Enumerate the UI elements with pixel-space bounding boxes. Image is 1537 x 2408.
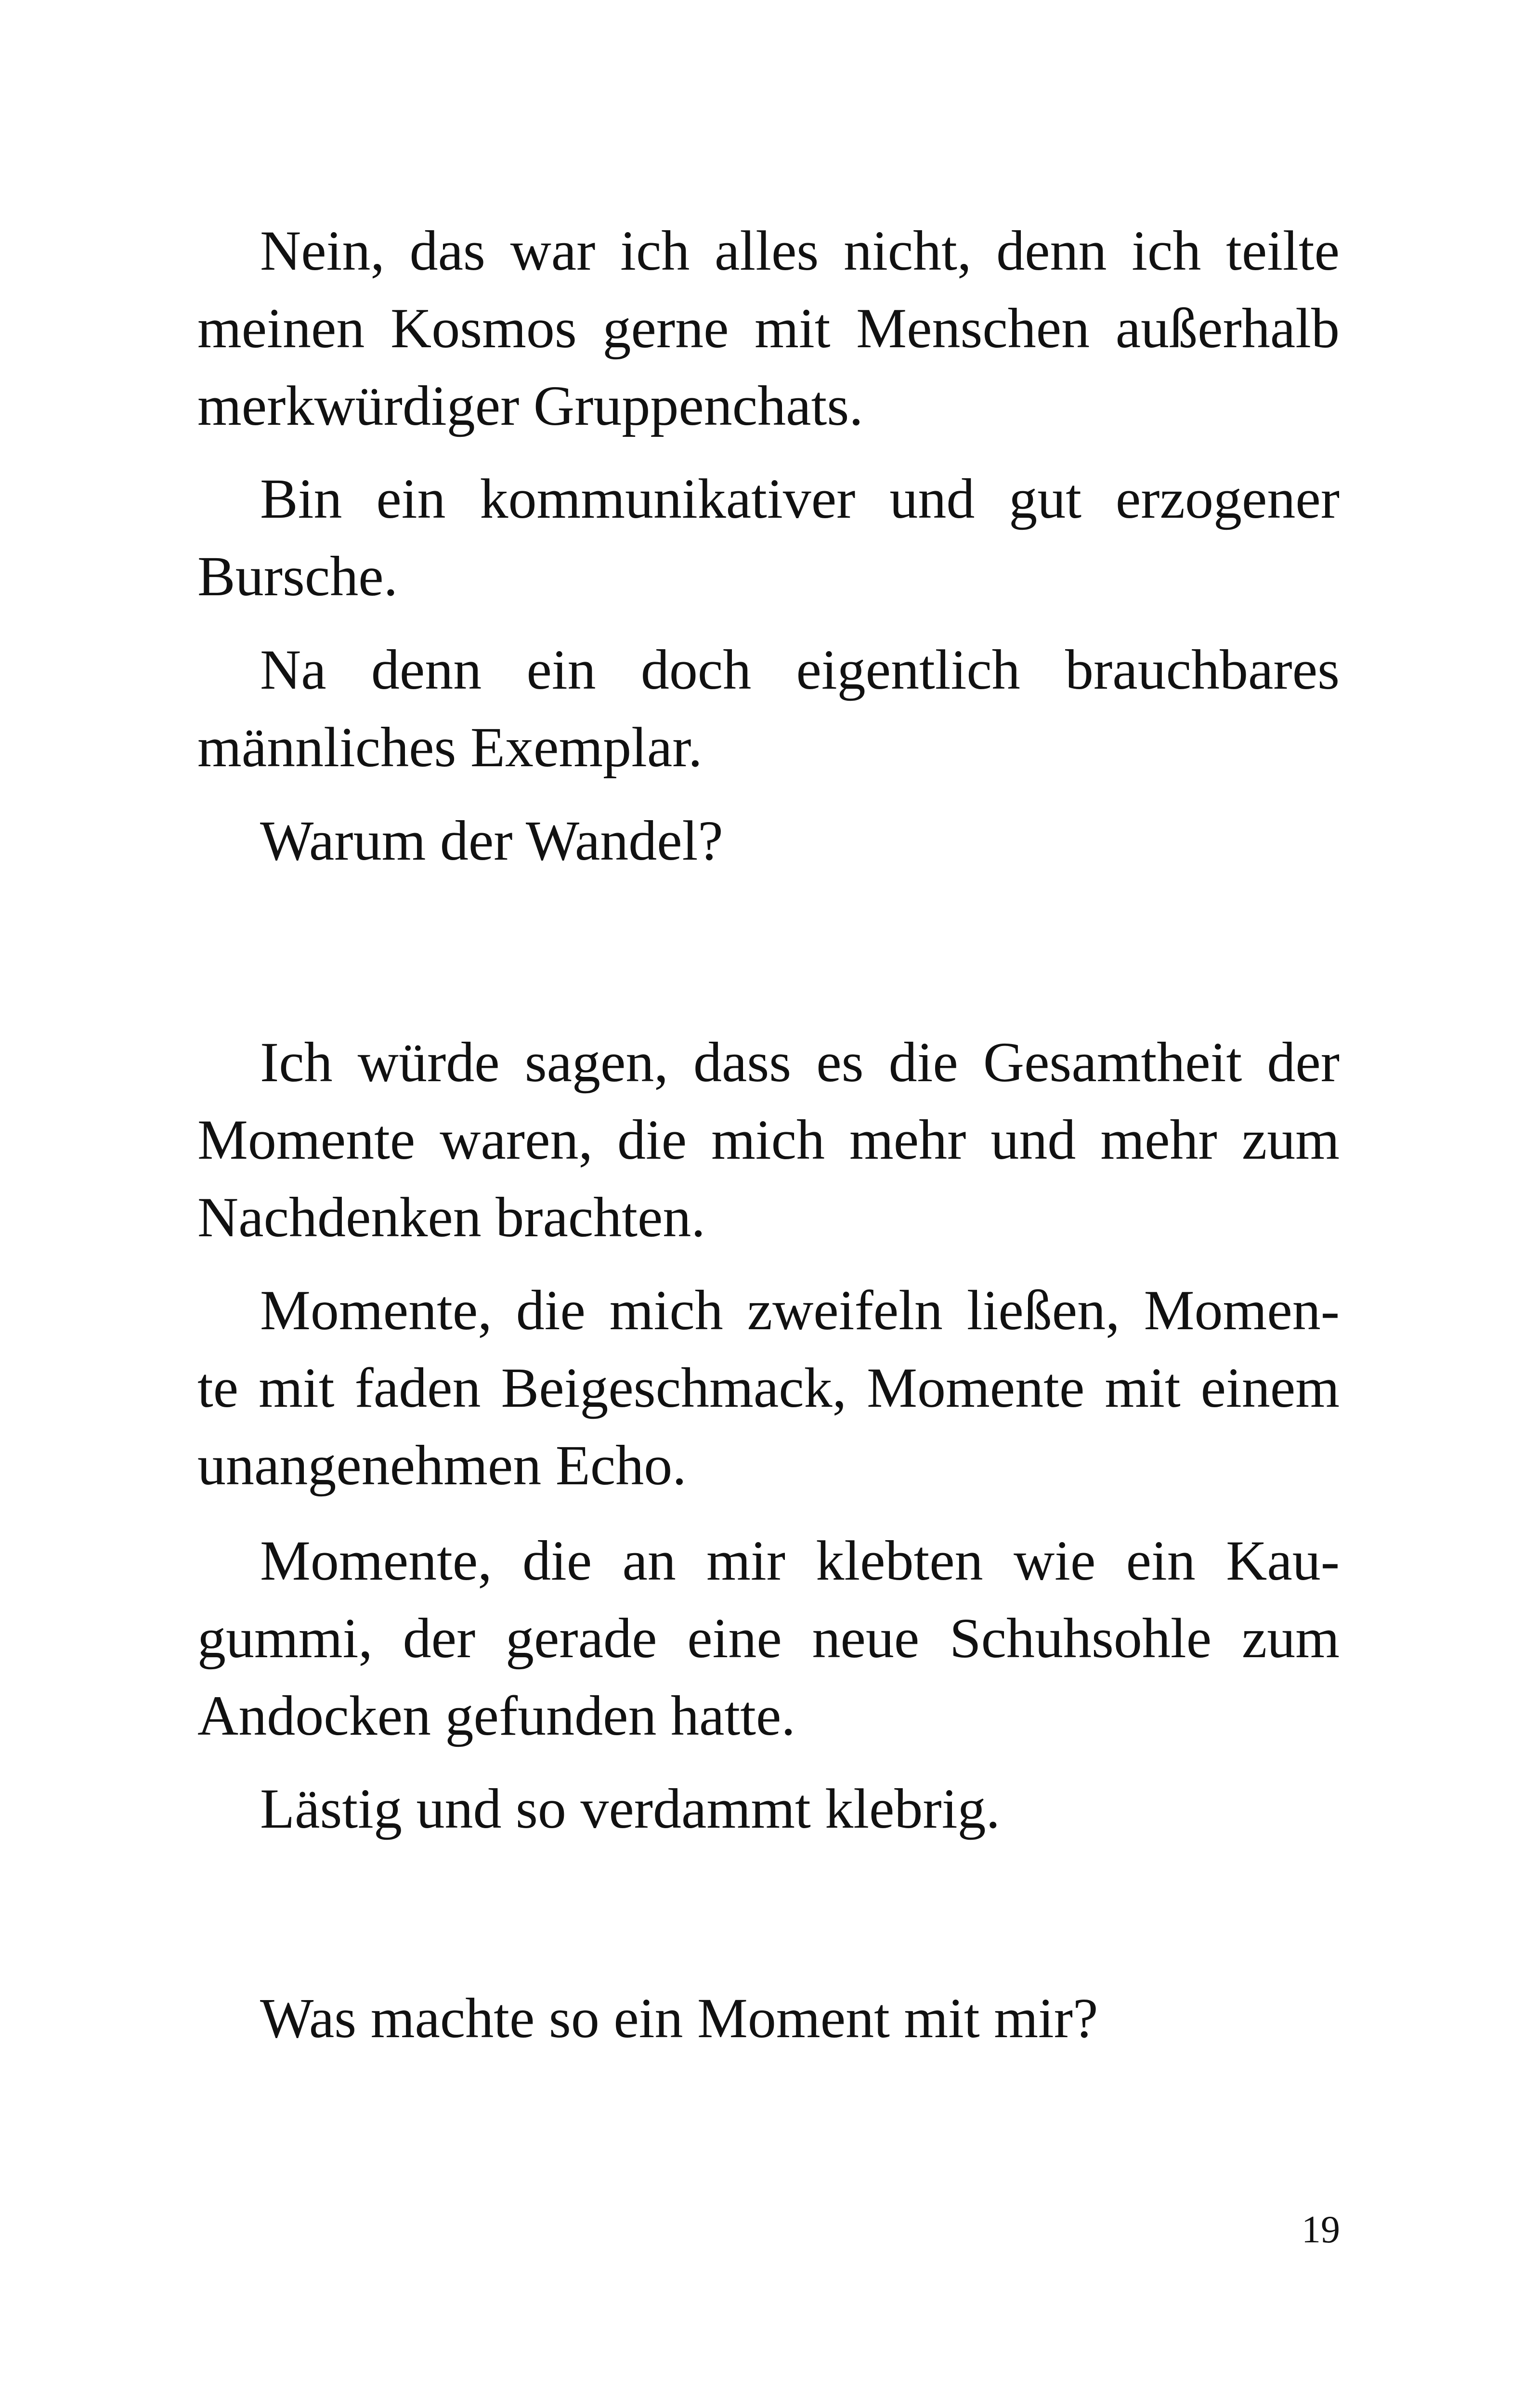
text-line: Momente, die an mir klebten wie ein Kau-: [260, 1529, 1340, 1592]
text-line: unangenehmen Echo.: [197, 1434, 687, 1497]
paragraph-4: [197, 802, 1340, 879]
paragraph-9: [197, 1979, 1340, 2057]
text-line: gummi, der gerade eine neue Schuhsohle zum: [197, 1607, 1340, 1670]
paragraph-7: [197, 1522, 1340, 1754]
paragraph-2: [197, 460, 1340, 615]
text-line: männliches Exemplar.: [197, 716, 703, 779]
text-line: merkwürdiger Gruppenchats.: [197, 374, 863, 437]
paragraph-1: [197, 212, 1340, 445]
text-line: Andocken gefunden hatte.: [197, 1684, 795, 1747]
text-line: Na denn ein doch eigentlich brauchbares: [260, 638, 1340, 701]
text-line: meinen Kosmos gerne mit Menschen außerhalb: [197, 297, 1340, 360]
text-line: Warum der Wandel?: [260, 809, 723, 872]
text-line: Was machte so ein Moment mit mir?: [260, 1987, 1098, 2050]
paragraph-5: [197, 1023, 1340, 1256]
text-line: Momente, die mich zweifeln ließen, Momen-: [260, 1279, 1340, 1342]
text-line: Nachdenken brachten.: [197, 1186, 705, 1249]
text-line: Ich würde sagen, dass es die Gesamtheit der: [260, 1031, 1340, 1094]
text-line: Nein, das war ich alles nicht, denn ich teilte: [260, 219, 1340, 282]
paragraph-6: [197, 1271, 1340, 1504]
paragraph-8: [197, 1770, 1340, 1847]
text-line: Bin ein kommunikativer und gut erzogener: [260, 467, 1340, 530]
page-number: 19: [1302, 2209, 1340, 2251]
paragraph-3: [197, 631, 1340, 786]
text-line: te mit faden Beigeschmack, Momente mit einem: [197, 1356, 1340, 1419]
text-line: Momente waren, die mich mehr und mehr zum: [197, 1108, 1340, 1171]
text-line: Bursche.: [197, 545, 398, 608]
text-line: Lästig und so verdammt klebrig.: [260, 1777, 1000, 1840]
